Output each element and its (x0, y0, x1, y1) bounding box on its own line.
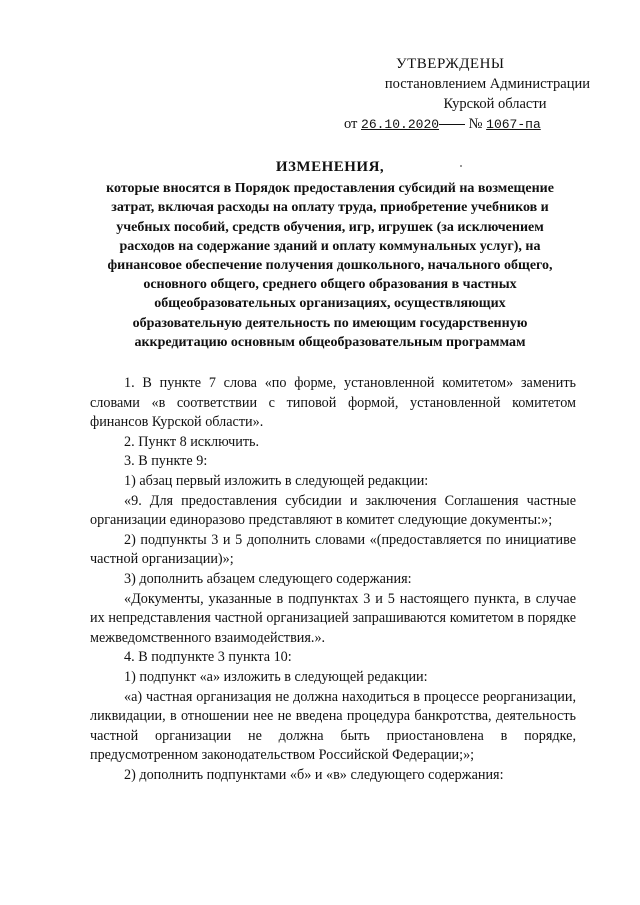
changes-subtitle-line: затрат, включая расходы на оплату труда, приобретение учебников и (111, 200, 549, 216)
paragraph-subitem-3-1: 1) абзац первый изложить в следующей редакции: (124, 472, 429, 489)
date-blank-line (439, 123, 465, 125)
approval-date-line (330, 114, 590, 135)
changes-subtitle-line: основного общего, среднего общего образования в частных (143, 277, 517, 293)
date-prefix: от (344, 116, 358, 132)
paragraph-subitem-4-2: 2) дополнить подпунктами «б» и «в» следующего содержания: (124, 766, 504, 783)
changes-subtitle-line: которые вносятся в Порядок предоставления субсидий на возмещение (106, 181, 554, 197)
changes-subtitle-line: учебных пособий, средств обучения, игр, игрушек (за исключением (116, 219, 544, 235)
changes-subtitle-line: расходов на содержание зданий и оплату коммунальных услуг), на (119, 238, 541, 254)
paragraph-item-4: 4. В подпункте 3 пункта 10: (124, 649, 292, 666)
approval-title: УТВЕРЖДЕНЫ (396, 56, 505, 72)
paragraph-quote-a: «а) частная организация не должна находиться в процессе реорганизации, ликвидации, в отношении нее не введена процедура банкротства, деятельность частной организации не должна быть приостановлена в порядке, предусмотренном законодательством Российской Федерации;»; (90, 688, 576, 764)
paragraph-subitem-4-1: 1) подпункт «а» изложить в следующей редакции: (124, 668, 428, 685)
changes-subtitle-line: общеобразовательных организациях, осуществляющих (154, 296, 506, 312)
approval-date: 26.10.2020 (361, 117, 440, 132)
approval-block (330, 54, 590, 135)
approval-number: 1067-па (486, 117, 541, 132)
number-prefix: № (468, 116, 483, 132)
changes-subtitle-line: финансовое обеспечение получения дошкольного, начального общего, (107, 258, 553, 274)
changes-title-block (70, 158, 590, 352)
document-body (90, 374, 576, 785)
paragraph-item-3: 3. В пункте 9: (124, 453, 208, 470)
paragraph-item-2: 2. Пункт 8 исключить. (124, 433, 260, 450)
changes-subtitle-line: образовательную деятельность по имеющим государственную (132, 315, 528, 331)
paragraph-quote-documents: «Документы, указанные в подпунктах 3 и 5 настоящего пункта, в случае их непредставления частной организацией запрашиваются комитетом в порядке межведомственного взаимодействия.». (90, 590, 576, 646)
paragraph-quote-9: «9. Для предоставления субсидии и заключения Соглашения частные организации единоразово представляют в комитет следующие документы:»; (90, 492, 576, 529)
changes-subtitle-line: аккредитацию основным общеобразовательным программам (134, 334, 526, 350)
changes-heading: ИЗМЕНЕНИЯ, (275, 159, 385, 175)
paragraph-subitem-3-2: 2) подпункты 3 и 5 дополнить словами «(предоставляется по инициативе частной организации)»; (90, 531, 576, 568)
paragraph-item-1: 1. В пункте 7 слова «по форме, установленной комитетом» заменить словами «в соответствии с типовой формой, установленной комитетом финансов Курской области». (90, 375, 576, 431)
approval-line-1: постановлением Администрации (384, 76, 590, 92)
approval-line-2: Курской области (443, 96, 547, 112)
paragraph-subitem-3-3: 3) дополнить абзацем следующего содержания: (124, 570, 412, 587)
